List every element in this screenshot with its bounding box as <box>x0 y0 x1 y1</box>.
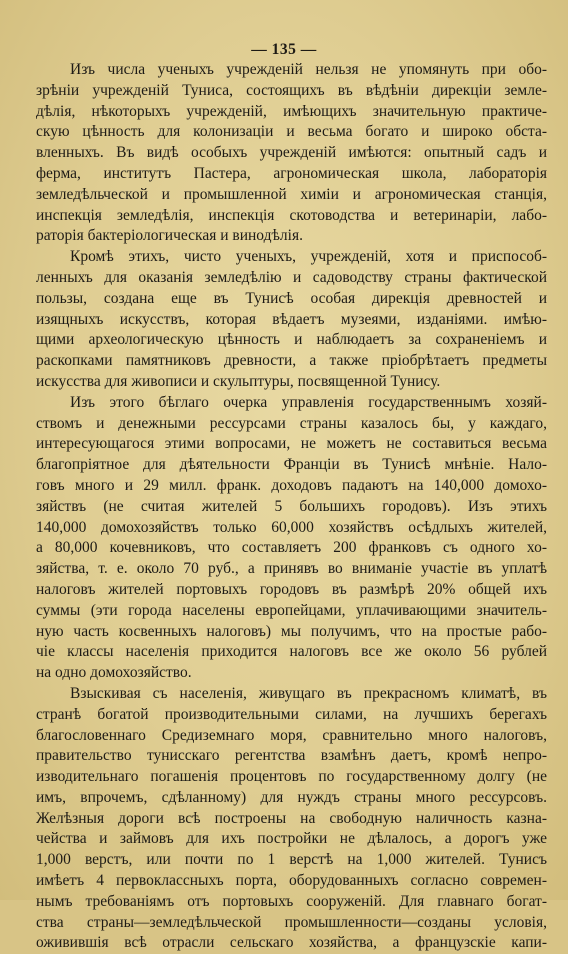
text-line: благословеннаго Средиземнаго моря, сравнительно много налоговъ, <box>36 726 547 744</box>
text-line: на одно домохозяйство. <box>36 664 192 682</box>
text-line: ную часть косвенныхъ налоговъ) мы получимъ, что на простые рабо- <box>36 622 547 640</box>
text-line: раторія бактеріологическая и винодѣлія. <box>36 227 303 245</box>
text-line: вленныхъ. Въ видѣ особыхъ учрежденій имѣются: опытный садъ и <box>36 144 547 162</box>
text-line: пользы, создана еще въ Тунисѣ особая дирекція древностей и <box>36 289 547 307</box>
text-line: 140,000 домохозяйствъ только 60,000 хозяйствъ осѣдлыхъ жителей, <box>36 518 547 536</box>
paragraph <box>36 247 547 393</box>
text-line: земледѣльческой и промышленной химіи и агрономическая станція, <box>36 185 547 203</box>
text-line: оживившія всѣ отрасли сельскаго хозяйства, а французскіе капи- <box>36 934 547 952</box>
text-line: странѣ богатой производительными силами, на лучшихъ берегахъ <box>36 705 547 723</box>
text-line: имѣетъ 4 первоклассныхъ порта, оборудованныхъ согласно современ- <box>36 872 547 890</box>
text-line: Изъ этого бѣглаго очерка управленія государственнымъ хозяй- <box>70 393 547 411</box>
text-line: зяйства, т. е. около 70 руб., а принявъ во вниманіе участіе въ уплатѣ <box>36 560 547 578</box>
text-line: Желѣзныя дороги всѣ построены на свободную наличность казна- <box>36 809 547 827</box>
paragraph <box>36 684 547 954</box>
text-line: изводительнаго погашенія процентовъ по государственному долгу (не <box>36 768 547 786</box>
text-line: щими археологическую цѣнность и наблюдаетъ за сохраненіемъ и <box>36 331 547 349</box>
paragraph <box>36 60 547 247</box>
text-line: ствомъ и денежными рессурсами страны казалось бы, у каждаго, <box>36 414 547 432</box>
text-line: а 80,000 кочевниковъ, что составляетъ 200 франковъ съ одного хо- <box>36 539 547 557</box>
text-line: инспекція земледѣлія, инспекція скотоводства и ветеринаріи, лабо- <box>36 206 547 224</box>
text-line: скую цѣнность для колонизаціи и весьма богато и широко обста- <box>36 123 547 141</box>
text-line: изящныхъ искусствъ, которая вѣдаетъ музеями, изданіями. имѣю- <box>36 310 547 328</box>
text-line: зрѣніи учрежденій Туниса, состоящихъ въ вѣдѣніи дирекціи земле- <box>36 81 547 99</box>
text-line: чейства и займовъ для ихъ постройки не дѣлалось, а дорогъ уже <box>36 830 547 848</box>
text-line: ства страны—земледѣльческой промышленности—созданы условія, <box>36 913 547 931</box>
text-line: говъ много и 29 милл. франк. доходовъ падаютъ на 140,000 домохо- <box>36 476 547 494</box>
text-line: зяйствъ (не считая жителей 5 большихъ городовъ). Изъ этихъ <box>36 497 547 515</box>
page-number: — 135 — <box>251 41 317 58</box>
text-line: имъ, впрочемъ, сдѣланному) для нуждъ страны много рессурсовъ. <box>36 788 547 806</box>
text-line: Кромѣ этихъ, чисто ученыхъ, учрежденій, хотя и приспособ- <box>70 248 547 266</box>
text-line: нымъ требованіямъ отъ портовыхъ сооруженій. Для главнаго богат- <box>36 892 547 910</box>
text-line: благопріятное для дѣятельности Франціи въ Тунисѣ мнѣніе. Нало- <box>36 456 547 474</box>
text-line: суммы (эти города населены европейцами, уплачивающими значитель- <box>36 601 547 619</box>
paragraph <box>36 393 547 684</box>
text-line: ферма, институтъ Пастера, агрономическая школа, лабораторія <box>36 164 547 182</box>
text-line: чіе классы населенія приходится налоговъ все же около 56 рублей <box>36 643 547 661</box>
text-line: дѣлія, нѣкоторыхъ учрежденій, имѣющихъ значительную практиче- <box>36 102 547 120</box>
text-line: интересующагося этими вопросами, не можетъ не составиться весьма <box>36 435 547 453</box>
text-line: Взыскивая съ населенія, живущаго въ прекрасномъ климатѣ, въ <box>70 684 547 702</box>
text-line: раскопками памятниковъ древности, а также пріобрѣтаетъ предметы <box>36 352 547 370</box>
text-line: искусства для живописи и скульптуры, посвященной Тунису. <box>36 372 441 390</box>
text-line: правительство тунисскаго регентства взамѣнъ даетъ, кромѣ непро- <box>36 747 547 765</box>
text-line: ленныхъ для оказанія земледѣлію и садоводству страны фактической <box>36 268 547 286</box>
text-line: Изъ числа ученыхъ учрежденій нельзя не упомянуть при обо- <box>70 61 547 78</box>
text-line: налоговъ жителей портовыхъ городовъ въ размѣрѣ 20% общей ихъ <box>36 580 547 598</box>
text-line: 1,000 верстъ, или почти по 1 верстѣ на 1,000 жителей. Тунисъ <box>36 851 547 869</box>
body-text <box>36 60 547 954</box>
